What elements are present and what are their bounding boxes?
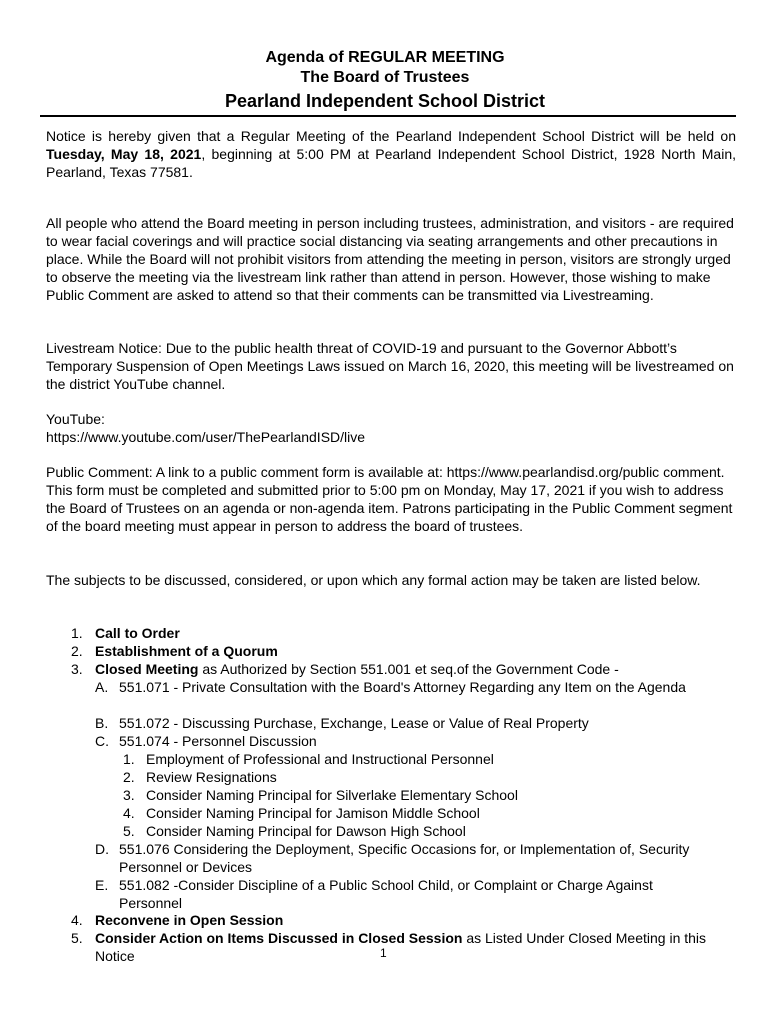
list-item-number: 1. (123, 751, 135, 767)
list-item-letter: E. (95, 877, 109, 893)
agenda-subitem-jamison: Consider Naming Principal for Jamison Middle School (146, 805, 480, 821)
subjects-intro: The subjects to be discussed, considered, or upon which any formal action may be taken are listed below. (46, 572, 701, 588)
list-item-letter: D. (95, 841, 109, 857)
agenda-subitem-dawson: Consider Naming Principal for Dawson High School (146, 823, 466, 839)
list-item-number: 1. (71, 625, 83, 641)
agenda-item-consider-action: Consider Action on Items Discussed in Closed Session as Listed Under Closed Meeting in this Notice (95, 930, 707, 964)
agenda-item-reconvene: Reconvene in Open Session (95, 912, 284, 928)
list-item-number: 3. (71, 661, 83, 677)
list-item-number: 2. (123, 769, 135, 785)
agenda-subitem-discipline: 551.082 -Consider Discipline of a Public School Child, or Complaint or Charge Against Personnel (119, 877, 653, 911)
agenda-item-quorum: Establishment of a Quorum (95, 643, 278, 659)
agenda-subitem-silverlake: Consider Naming Principal for Silverlake Elementary School (146, 787, 518, 803)
livestream-notice: Livestream Notice: Due to the public health threat of COVID-19 and pursuant to the Governor Abbott’s Temporary Suspension of Open Meetings Laws issued on March 16, 2020, this meeting will be livestreamed on the district YouTube channel. (46, 340, 734, 392)
youtube-label: YouTube: (46, 411, 105, 427)
list-item-number: 5. (71, 930, 83, 946)
agenda-item-call-to-order: Call to Order (95, 625, 180, 641)
header-line-2: The Board of Trustees (300, 69, 470, 86)
list-item-number: 4. (71, 912, 83, 928)
list-item-number: 5. (123, 823, 135, 839)
meeting-date: Tuesday, May 18, 2021 (46, 146, 202, 162)
list-item-letter: A. (95, 679, 109, 695)
header-line-1: Agenda of REGULAR MEETING (265, 49, 505, 66)
meeting-notice: Notice is hereby given that a Regular Meeting of the Pearland Independent School District will be held on Tuesday, May 18, 2021, beginning at 5:00 PM at Pearland Independent School District, 1928 North Main, Pearland, Texas 77581. (46, 128, 736, 180)
public-comment-paragraph: Public Comment: A link to a public comment form is available at: https://www.pearlandisd.org/public comment. This form must be completed and submitted prior to 5:00 pm on Monday, May 17, 2021 if you wish to address the Board of Trustees on an agenda or non-agenda item. Patrons participating in the Public Comment segment of the board meeting must appear in person to address the board of trustees. (46, 464, 733, 534)
list-item-letter: C. (95, 733, 109, 749)
agenda-subitem-security: 551.076 Considering the Deployment, Specific Occasions for, or Implementation of, Security Personnel or Devices (119, 841, 690, 875)
agenda-subitem-resignations: Review Resignations (146, 769, 277, 785)
agenda-subitem-attorney: 551.071 - Private Consultation with the Board's Attorney Regarding any Item on the Agenda (119, 679, 686, 695)
header-rule (40, 115, 736, 117)
attendance-paragraph: All people who attend the Board meeting in person including trustees, administration, and visitors - are required to wear facial coverings and will practice social distancing via seating arrangements and other precautions in place. While the Board will not prohibit visitors from attending the meeting in person, visitors are strongly urged to observe the meeting via the livestream link rather than attend in person. However, those wishing to make Public Comment are asked to attend so that their comments can be transmitted via Livestreaming. (46, 215, 734, 303)
youtube-url: https://www.youtube.com/user/ThePearlandISD/live (46, 429, 366, 445)
list-item-number: 4. (123, 805, 135, 821)
agenda-subitem-real-property: 551.072 - Discussing Purchase, Exchange, Lease or Value of Real Property (119, 715, 589, 731)
agenda-item-closed-meeting: Closed Meeting as Authorized by Section 551.001 et seq.of the Government Code - (95, 661, 619, 677)
agenda-subitem-employment: Employment of Professional and Instructional Personnel (146, 751, 494, 767)
agenda-subitem-personnel: 551.074 - Personnel Discussion (119, 733, 317, 749)
page-title: Pearland Independent School District (224, 91, 546, 111)
list-item-number: 3. (123, 787, 135, 803)
list-item-letter: B. (95, 715, 109, 731)
list-item-number: 2. (71, 643, 83, 659)
page-number: 1 (380, 946, 387, 960)
